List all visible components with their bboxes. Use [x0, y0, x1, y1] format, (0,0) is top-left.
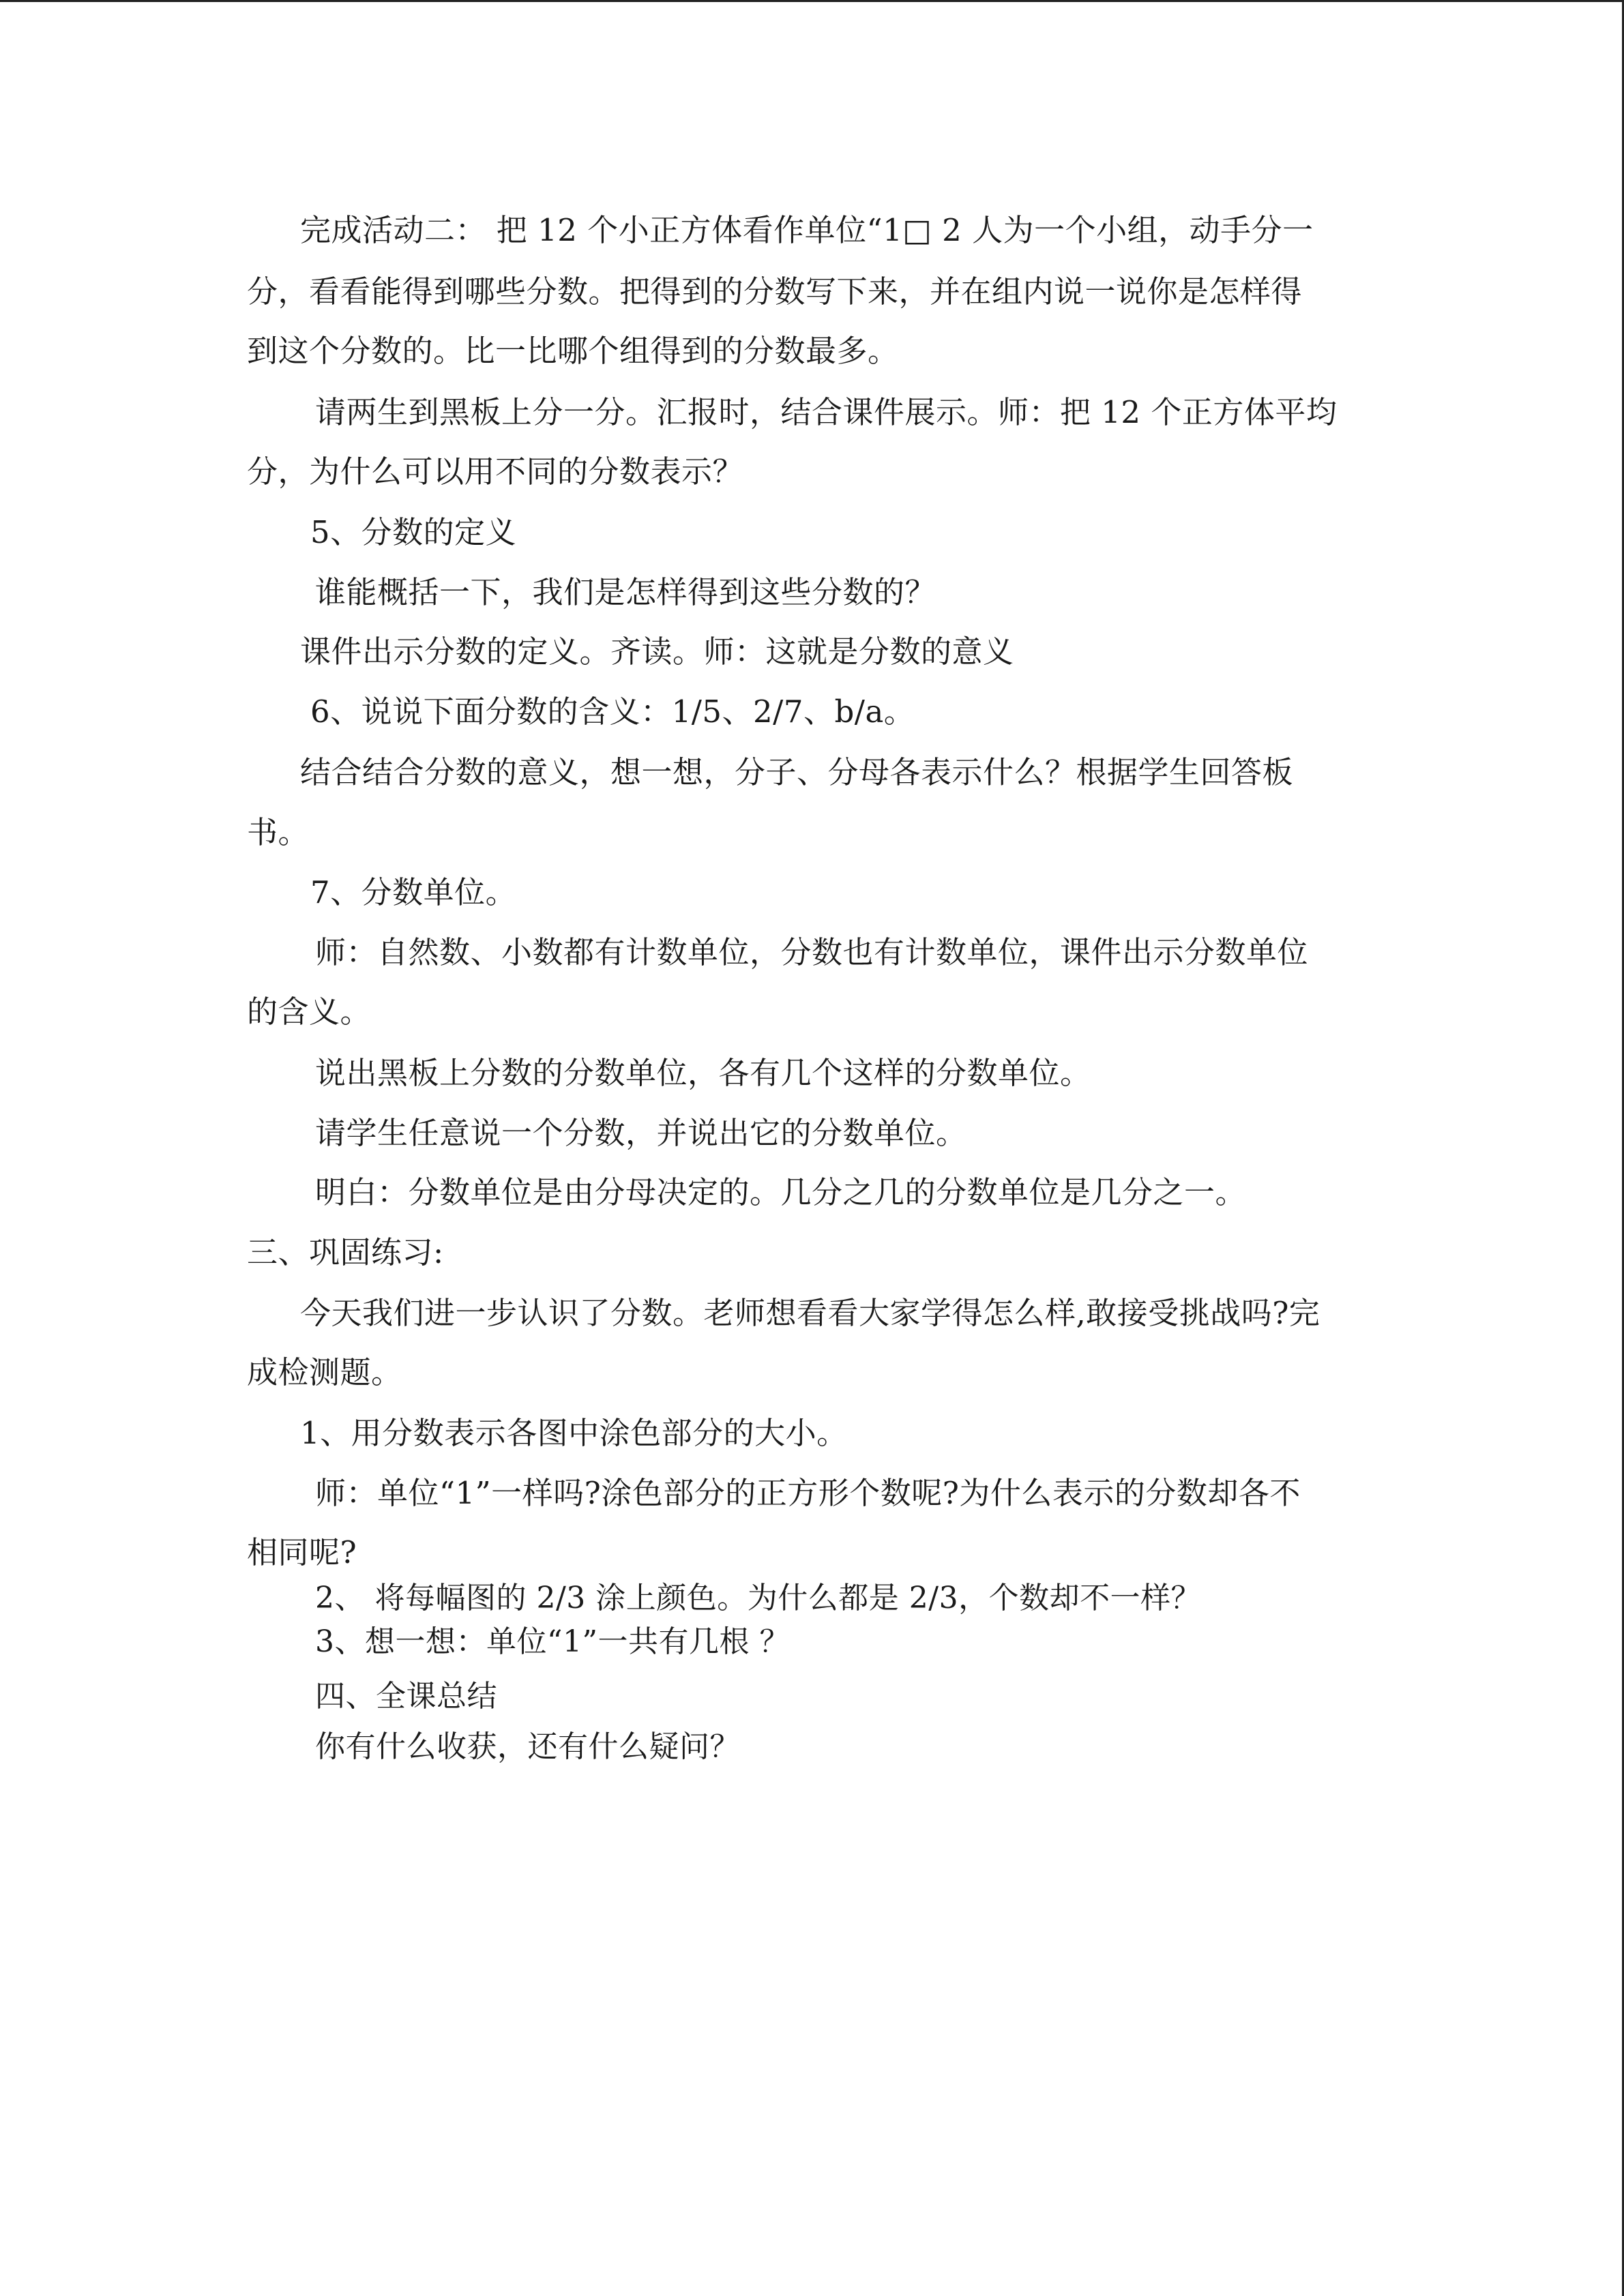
text-line: 6、说说下面分数的含义：1/5、2/7、b/a。 — [310, 694, 915, 730]
text-line: 师：单位“1”一样吗?涂色部分的正方形个数呢?为什么表示的分数却各不 — [315, 1475, 1301, 1511]
text-line: 明白：分数单位是由分母决定的。几分之几的分数单位是几分之一。 — [315, 1174, 1247, 1210]
text-line: 三、巩固练习: — [247, 1234, 444, 1270]
text-line: 7、分数单位。 — [310, 874, 517, 910]
text-line: 分，为什么可以用不同的分数表示？ — [247, 453, 744, 490]
text-line: 相同呢? — [247, 1534, 357, 1570]
text-line: 书。 — [247, 814, 310, 850]
text-line: 2、 将每幅图的 2/3 涂上颜色。为什么都是 2/3，个数却不一样？ — [315, 1581, 1202, 1615]
text-line: 3、想一想：单位“1”一共有几根 ？ — [315, 1624, 790, 1659]
text-line: 结合结合分数的意义，想一想，分子、分母各表示什么？根据学生回答板 — [300, 754, 1294, 790]
text-line: 说出黑板上分数的分数单位，各有几个这样的分数单位。 — [315, 1055, 1091, 1091]
text-line: 课件出示分数的定义。齐读。师：这就是分数的意义 — [300, 633, 1014, 670]
text-line: 的含义。 — [247, 994, 372, 1030]
text-line: 你有什么收获，还有什么疑问？ — [315, 1729, 740, 1764]
text-line: 到这个分数的。比一比哪个组得到的分数最多。 — [247, 333, 899, 369]
text-line: 请学生任意说一个分数，并说出它的分数单位。 — [315, 1115, 967, 1151]
text-line: 请两生到黑板上分一分。汇报时，结合课件展示。师：把 12 个正方体平均 — [315, 394, 1338, 430]
text-line: 完成活动二： 把 12 个小正方体看作单位“1□ 2 人为一个小组，动手分一 — [300, 212, 1314, 248]
text-line: 1、用分数表示各图中涂色部分的大小。 — [300, 1415, 848, 1451]
text-line: 成检测题。 — [247, 1354, 402, 1390]
text-line: 5、分数的定义 — [310, 514, 517, 550]
text-line: 师：自然数、小数都有计数单位，分数也有计数单位，课件出示分数单位 — [315, 934, 1309, 970]
text-line: 今天我们进一步认识了分数。老师想看看大家学得怎么样,敢接受挑战吗?完 — [300, 1295, 1320, 1331]
text-line: 四、全课总结 — [315, 1679, 497, 1714]
text-line: 分，看看能得到哪些分数。把得到的分数写下来，并在组内说一说你是怎样得 — [247, 273, 1303, 310]
text-line: 谁能概括一下，我们是怎样得到这些分数的？ — [315, 574, 936, 610]
